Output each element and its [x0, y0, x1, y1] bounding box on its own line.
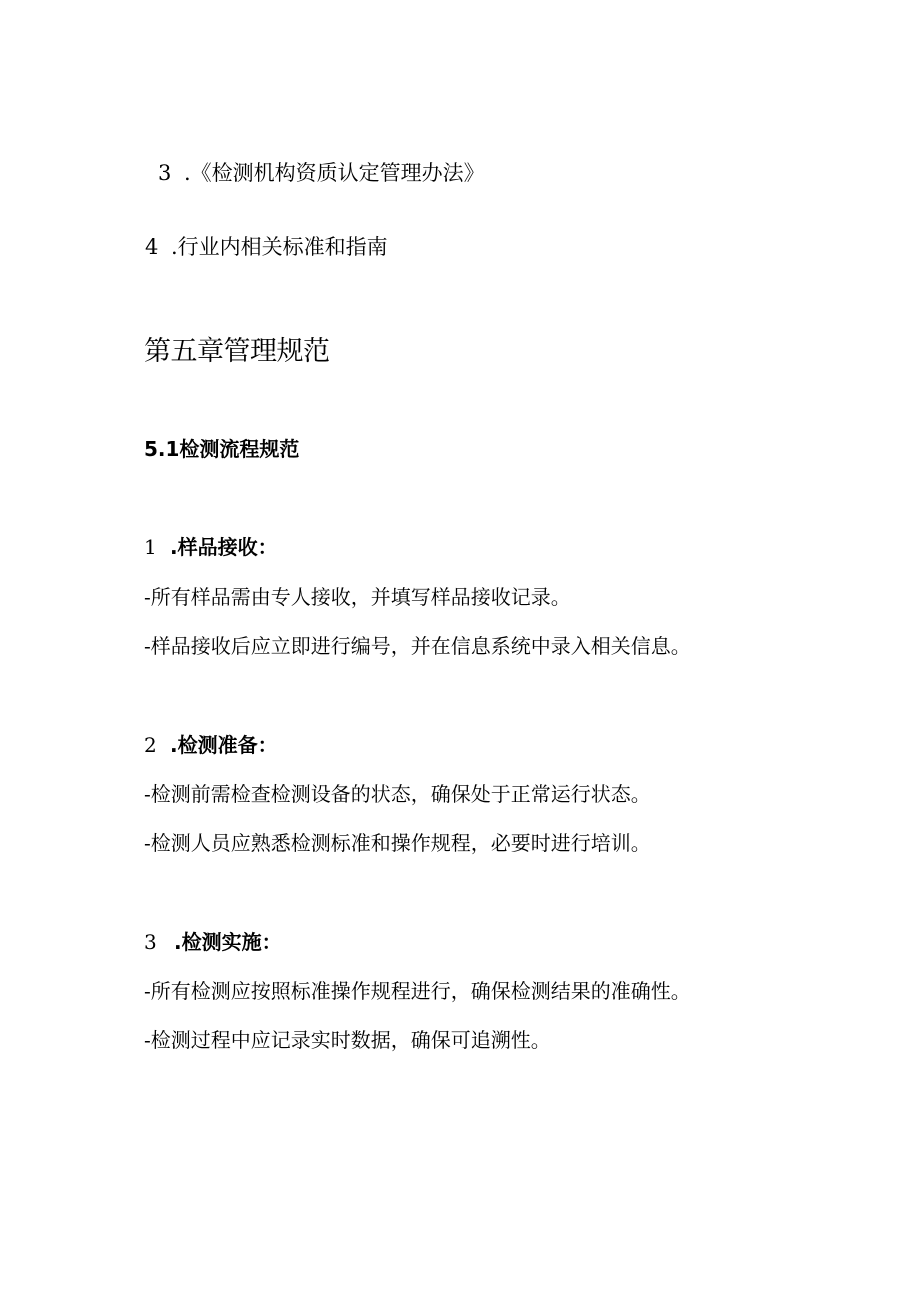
- item-2-bullet-1: -检测前需检查检测设备的状态，确保处于正常运行状态。: [144, 782, 651, 806]
- reference-text: .行业内相关标准和指南: [171, 235, 388, 259]
- reference-item-4: [145, 237, 388, 258]
- item-number: 2: [144, 733, 157, 757]
- reference-item-3: [158, 163, 485, 184]
- item-heading-text: .检测实施：: [174, 930, 282, 954]
- item-heading-2: [144, 735, 278, 755]
- reference-number: 4: [145, 235, 159, 259]
- item-heading-text: .检测准备：: [170, 733, 278, 757]
- item-number: 3: [144, 930, 157, 954]
- reference-text: .《检测机构资质认定管理办法》: [184, 161, 485, 185]
- item-heading-3: [144, 932, 282, 952]
- item-2-bullet-2: -检测人员应熟悉检测标准和操作规程，必要时进行培训。: [144, 831, 651, 855]
- section-title: 5.1检测流程规范: [144, 437, 300, 461]
- item-heading-text: .样品接收：: [170, 535, 278, 559]
- chapter-title: 第五章管理规范: [144, 336, 330, 367]
- item-heading-1: [144, 537, 278, 557]
- reference-number: 3: [158, 161, 172, 185]
- item-3-bullet-1: -所有检测应按照标准操作规程进行，确保检测结果的准确性。: [144, 979, 691, 1003]
- item-3-bullet-2: -检测过程中应记录实时数据，确保可追溯性。: [144, 1028, 551, 1052]
- item-number: 1: [144, 535, 157, 559]
- item-1-bullet-2: -样品接收后应立即进行编号，并在信息系统中录入相关信息。: [144, 634, 691, 658]
- item-1-bullet-1: -所有样品需由专人接收，并填写样品接收记录。: [144, 585, 571, 609]
